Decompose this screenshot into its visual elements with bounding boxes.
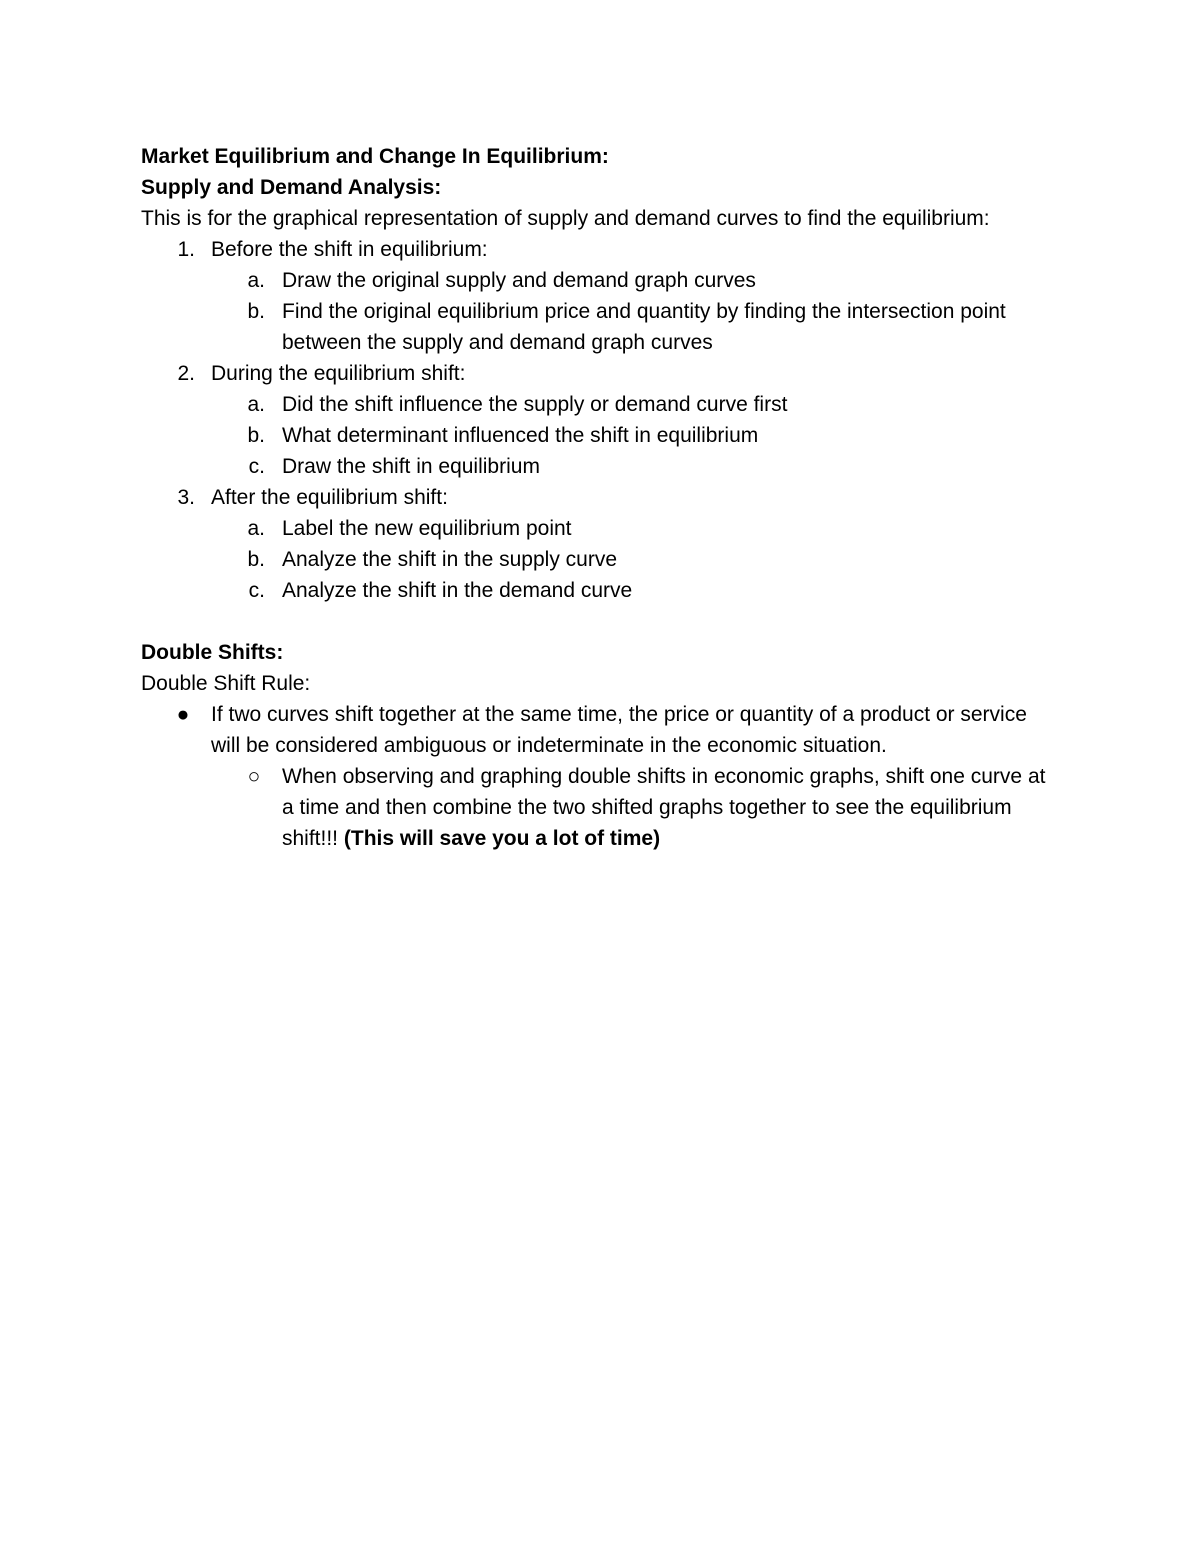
document-page (141, 141, 1061, 854)
sub-bullet-bold-note: (This will save you a lot of time) (343, 827, 661, 850)
sub-step-letter: b. (247, 300, 265, 323)
step-item (141, 482, 1061, 513)
sub-step-letter: c. (248, 455, 265, 478)
sub-step-letter: c. (248, 579, 265, 602)
bullet-dot-icon: ● (176, 703, 190, 726)
sub-step-letter: a. (247, 393, 265, 416)
step-number: 2. (177, 362, 195, 385)
sub-step-item (141, 513, 1061, 544)
sub-step-item (141, 420, 1061, 451)
sub-step-letter: a. (247, 517, 265, 540)
section-heading-double-shifts: Double Shifts: (141, 641, 284, 664)
sub-step-text: Find the original equilibrium price and quantity by finding the intersection point between the supply and demand graph curves (282, 300, 1006, 354)
step-label: After the equilibrium shift: (211, 486, 448, 509)
bullet-text: If two curves shift together at the same time, the price or quantity of a product or service will be considered ambiguous or indeterminate in the economic situation. (211, 703, 1027, 757)
sub-step-item (141, 389, 1061, 420)
sub-step-text: What determinant influenced the shift in equilibrium (282, 424, 759, 447)
step-label: Before the shift in equilibrium: (211, 238, 488, 261)
sub-step-item (141, 451, 1061, 482)
document-title: Market Equilibrium and Change In Equilibrium: (141, 145, 609, 168)
sub-step-item (141, 575, 1061, 606)
blank-line (141, 606, 1061, 637)
sub-step-text: Draw the shift in equilibrium (282, 455, 540, 478)
step-number: 3. (177, 486, 195, 509)
sub-step-text: Analyze the shift in the demand curve (282, 579, 633, 602)
sub-step-item (141, 265, 1061, 296)
sub-step-item (141, 296, 1061, 358)
step-number: 1. (177, 238, 195, 261)
step-label: During the equilibrium shift: (211, 362, 466, 385)
section-heading-supply-demand: Supply and Demand Analysis: (141, 176, 442, 199)
sub-step-text: Draw the original supply and demand graph curves (282, 269, 756, 292)
step-item (141, 358, 1061, 389)
step-item (141, 234, 1061, 265)
sub-step-letter: b. (247, 424, 265, 447)
bullet-circle-icon: ○ (247, 765, 261, 788)
sub-step-text: Analyze the shift in the supply curve (282, 548, 618, 571)
bullet-item (141, 699, 1061, 761)
sub-bullet-item (141, 761, 1061, 854)
sub-step-item (141, 544, 1061, 575)
intro-paragraph: This is for the graphical representation of supply and demand curves to find the equilibrium: (141, 207, 990, 230)
sub-step-text: Label the new equilibrium point (282, 517, 572, 540)
sub-step-text: Did the shift influence the supply or demand curve first (282, 393, 788, 416)
sub-step-letter: b. (247, 548, 265, 571)
sub-bullet-text: When observing and graphing double shifts in economic graphs, shift one curve at a time and then combine the two shifted graphs together to see the equilibrium shift!!! (282, 765, 1046, 850)
sub-step-letter: a. (247, 269, 265, 292)
rule-label: Double Shift Rule: (141, 672, 311, 695)
